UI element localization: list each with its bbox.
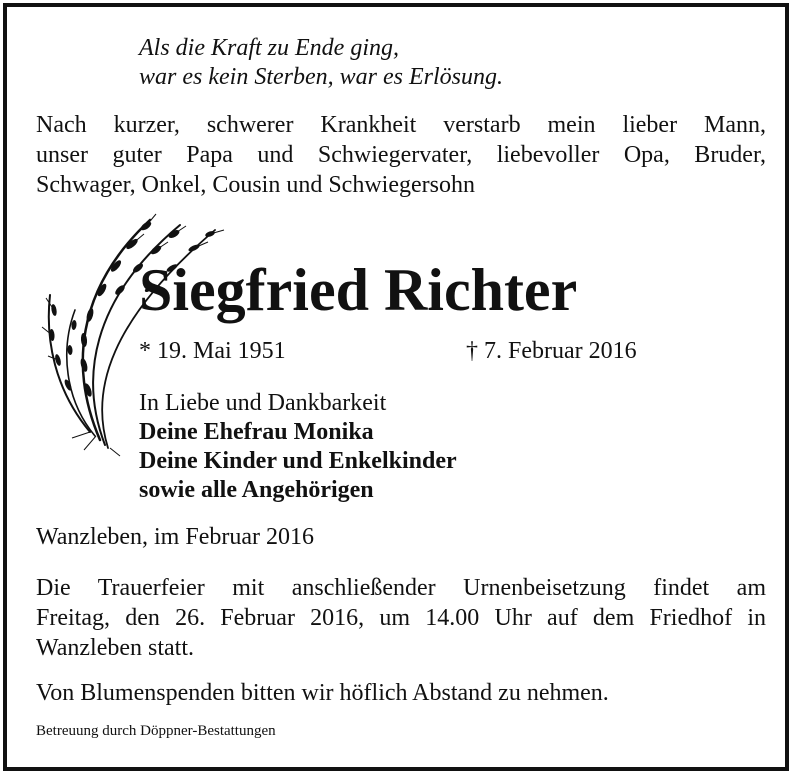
- funeral-paragraph: [36, 573, 766, 663]
- undertaker-credit: Betreuung durch Döppner-Bestattungen: [36, 723, 276, 739]
- mourner-line-3: sowie alle Angehörigen: [139, 477, 374, 503]
- deceased-name: Siegfried Richter: [139, 257, 578, 323]
- funeral-line-3: Wanzleben statt.: [36, 635, 195, 661]
- greeting-line: In Liebe und Dankbarkeit: [139, 390, 387, 416]
- funeral-line-2: Freitag, den 26. Februar 2016, um 14.00 Uhr auf dem Friedhof in: [36, 605, 766, 631]
- death-date: † 7. Februar 2016: [466, 338, 637, 364]
- intro-line-3: Schwager, Onkel, Cousin und Schwiegersohn: [36, 172, 475, 198]
- motto-line-2: war es kein Sterben, war es Erlösung.: [139, 64, 503, 90]
- flowers-note: Von Blumenspenden bitten wir höflich Abstand zu nehmen.: [36, 680, 609, 706]
- birth-date: * 19. Mai 1951: [139, 338, 286, 364]
- place-date: Wanzleben, im Februar 2016: [36, 524, 314, 550]
- mourner-line-2: Deine Kinder und Enkelkinder: [139, 448, 457, 474]
- intro-paragraph: [36, 110, 766, 200]
- intro-line-1: Nach kurzer, schwerer Krankheit verstarb mein lieber Mann,: [36, 112, 766, 138]
- intro-line-2: unser guter Papa und Schwiegervater, liebevoller Opa, Bruder,: [36, 142, 766, 168]
- motto-line-1: Als die Kraft zu Ende ging,: [139, 35, 399, 61]
- funeral-line-1: Die Trauerfeier mit anschließender Urnenbeisetzung findet am: [36, 575, 766, 601]
- mourner-line-1: Deine Ehefrau Monika: [139, 419, 374, 445]
